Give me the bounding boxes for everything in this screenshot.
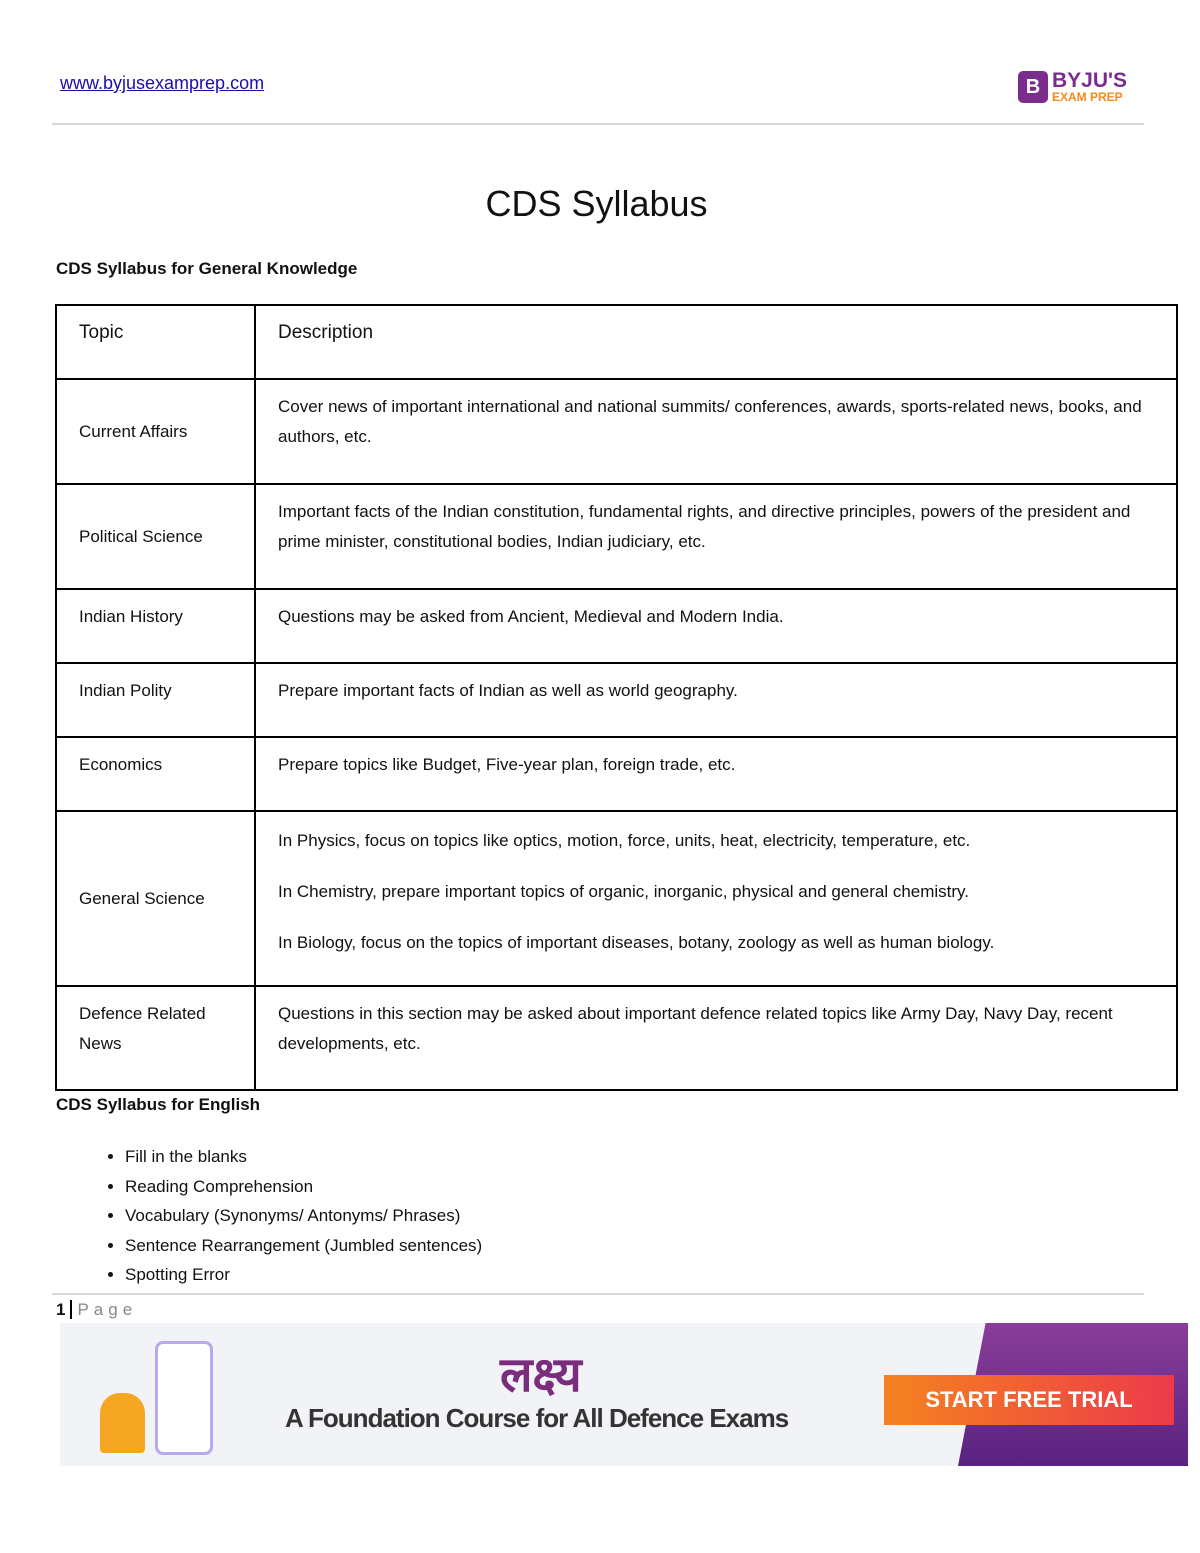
promo-banner[interactable] xyxy=(60,1323,1188,1466)
description-text: Questions in this section may be asked about important defence related topics like Army Day, Navy Day, recent developments, etc. xyxy=(278,1004,1113,1053)
person-illustration-icon xyxy=(100,1393,145,1453)
description-cell xyxy=(255,811,1177,986)
page-num: 1 xyxy=(56,1300,72,1319)
footer-divider xyxy=(52,1293,1144,1295)
table-row xyxy=(56,663,1177,737)
list-item: • Vocabulary (Synonyms/ Antonyms/ Phrases) xyxy=(125,1201,482,1231)
topic-cell: General Science xyxy=(56,811,255,986)
gk-heading: CDS Syllabus for General Knowledge xyxy=(56,259,358,278)
phone-illustration-icon xyxy=(155,1341,213,1455)
topic-cell: Indian Polity xyxy=(56,663,255,737)
website-link[interactable]: www.byjusexamprep.com xyxy=(60,73,265,93)
topic-cell: Economics xyxy=(56,737,255,811)
description-text: In Physics, focus on topics like optics, motion, force, units, heat, electricity, temperature, etc. xyxy=(278,831,971,850)
list-item: • Spotting Error xyxy=(125,1260,482,1290)
logo-b-icon: B xyxy=(1018,71,1048,103)
page-number xyxy=(56,1300,137,1320)
table-row xyxy=(56,379,1177,484)
list-item: • Fill in the blanks xyxy=(125,1142,482,1172)
description-text: Questions may be asked from Ancient, Medieval and Modern India. xyxy=(278,607,784,626)
table-row xyxy=(56,589,1177,663)
banner-hindi-title: लक्ष्य xyxy=(500,1349,582,1402)
description-text: Important facts of the Indian constitution, fundamental rights, and directive principles, powers of the president and prime minister, constitutional bodies, Indian judiciary, etc. xyxy=(278,502,1131,551)
logo-subtext: EXAM PREP xyxy=(1052,90,1123,104)
description-text: Prepare topics like Budget, Five-year plan, foreign trade, etc. xyxy=(278,755,736,774)
page-title: CDS Syllabus xyxy=(485,183,708,224)
gk-syllabus-table xyxy=(55,304,1178,1091)
description-cell xyxy=(255,484,1177,589)
table-row xyxy=(56,737,1177,811)
description-cell xyxy=(255,589,1177,663)
header-description: Description xyxy=(255,305,1177,379)
header-topic: Topic xyxy=(56,305,255,379)
description-cell xyxy=(255,737,1177,811)
english-list xyxy=(90,1142,482,1290)
list-item: • Sentence Rearrangement (Jumbled sentences) xyxy=(125,1231,482,1261)
header-divider xyxy=(52,123,1144,125)
english-heading: CDS Syllabus for English xyxy=(56,1095,261,1114)
description-text: In Chemistry, prepare important topics of organic, inorganic, physical and general chemistry. xyxy=(278,882,970,901)
table-header-row xyxy=(56,305,1177,379)
byjus-logo xyxy=(1018,71,1127,103)
table-row xyxy=(56,484,1177,589)
topic-cell: Defence Related News xyxy=(56,986,255,1090)
topic-cell: Political Science xyxy=(56,484,255,589)
logo-text: BYJU'S xyxy=(1052,69,1128,92)
description-cell xyxy=(255,379,1177,484)
description-text: In Biology, focus on the topics of important diseases, botany, zoology as well as human biology. xyxy=(278,933,995,952)
table-row xyxy=(56,986,1177,1090)
description-cell xyxy=(255,663,1177,737)
description-text: Prepare important facts of Indian as well as world geography. xyxy=(278,681,738,700)
table-row xyxy=(56,811,1177,986)
topic-cell: Indian History xyxy=(56,589,255,663)
description-cell xyxy=(255,986,1177,1090)
list-item: • Reading Comprehension xyxy=(125,1172,482,1202)
topic-cell: Current Affairs xyxy=(56,379,255,484)
start-free-trial-button[interactable]: START FREE TRIAL xyxy=(884,1375,1174,1425)
description-text: Cover news of important international and national summits/ conferences, awards, sports-related news, books, and authors, etc. xyxy=(278,397,1142,446)
banner-subtitle: A Foundation Course for All Defence Exams xyxy=(285,1403,789,1433)
page-label: Page xyxy=(77,1300,138,1319)
